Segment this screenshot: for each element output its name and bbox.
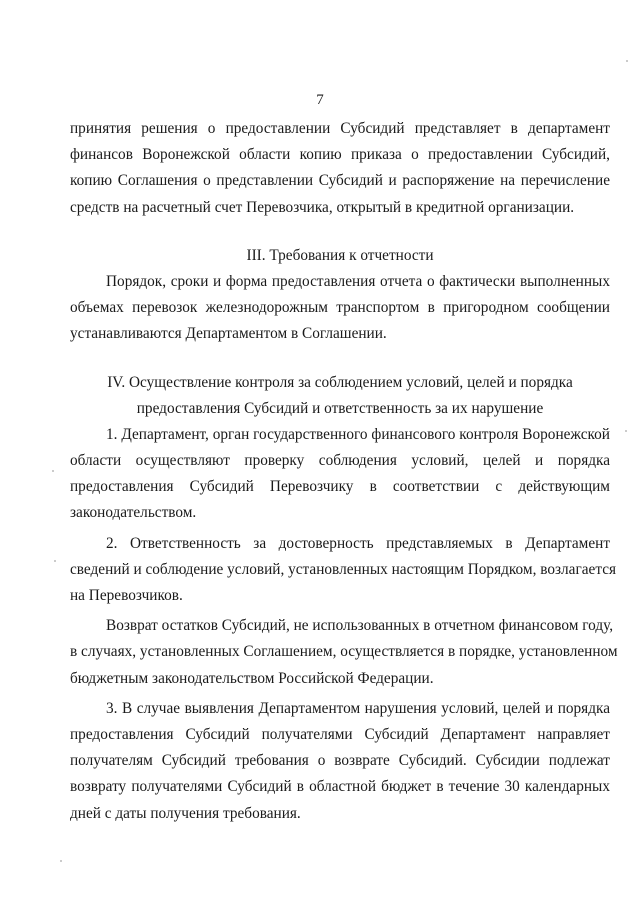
text-line: области осуществляют проверку соблюдения условий, целей и порядка <box>70 452 610 470</box>
page-number: 7 <box>316 92 324 108</box>
text-line: получателям Субсидий требования о возврате Субсидий. Субсидии подлежат <box>70 752 610 770</box>
paragraph-submission <box>70 116 610 221</box>
paragraph-refund <box>70 613 618 692</box>
paragraph-reporting <box>70 269 610 348</box>
scan-speck <box>626 60 628 62</box>
text-line: дней с даты получения требования. <box>70 804 301 822</box>
text-line: Возврат остатков Субсидий, не использованных в отчетном финансовом году, <box>106 617 614 635</box>
text-line: на Перевозчиков. <box>70 587 183 604</box>
text-line: копию Соглашения о представлении Субсидий и распоряжение на перечисление <box>70 172 610 190</box>
text-line: средств на расчетный счет Перевозчика, открытый в кредитной организации. <box>70 198 575 216</box>
paragraph-control-2 <box>70 531 617 610</box>
text-line: предоставления Субсидий получателями Субсидий Департамент направляет <box>70 725 610 743</box>
text-line: бюджетным законодательством Российской Федерации. <box>70 669 434 687</box>
paragraph-control-1 <box>70 422 610 527</box>
scan-speck <box>625 430 627 432</box>
text-line: 3. В случае выявления Департаментом нарушения условий, целей и порядка <box>106 699 610 717</box>
heading-line: предоставления Субсидий и ответственность за их нарушение <box>136 399 544 417</box>
text-line: принятия решения о предоставлении Субсидий представляет в департамент <box>70 120 610 137</box>
scan-speck <box>52 470 54 472</box>
scan-speck <box>54 560 56 562</box>
text-line: 2. Ответственность за достоверность представляемых в Департамент <box>106 534 610 552</box>
section-heading-control <box>70 370 610 422</box>
text-line: устанавливаются Департаментом в Соглашении. <box>70 325 387 343</box>
text-line: законодательством. <box>70 504 197 522</box>
text-line: в случаях, установленных Соглашением, осуществляется в порядке, установленном <box>70 643 618 661</box>
text-line: сведений и соблюдение условий, установленных настоящим Порядком, возлагается <box>70 560 617 578</box>
text-line: Порядок, сроки и форма предоставления отчета о фактически выполненных <box>106 272 610 290</box>
text-line: объемах перевозок железнодорожным транспортом в пригородном сообщении <box>70 299 610 317</box>
text-line: финансов Воронежской области копию приказа о предоставлении Субсидий, <box>70 146 610 164</box>
scan-speck <box>60 860 62 862</box>
text-line: возврату получателями Субсидий в областной бюджет в течение 30 календарных <box>70 778 610 796</box>
document-body <box>70 116 618 827</box>
heading-line: IV. Осуществление контроля за соблюдением условий, целей и порядка <box>107 373 573 391</box>
text-line: 1. Департамент, орган государственного финансового контроля Воронежской <box>106 425 610 443</box>
paragraph-control-3 <box>70 696 610 827</box>
text-line: предоставления Субсидий Перевозчику в соответствии с действующим <box>70 478 610 496</box>
section-heading-reporting: III. Требования к отчетности <box>246 246 434 264</box>
